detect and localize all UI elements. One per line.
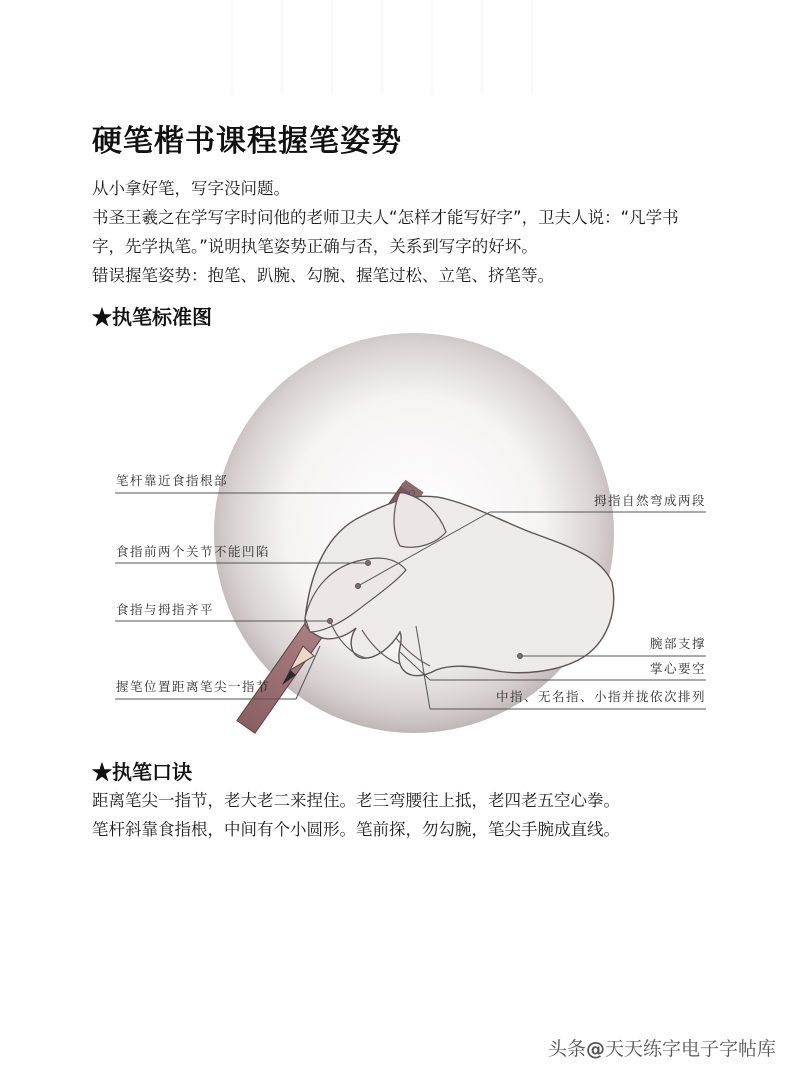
intro-text [92,174,732,290]
section-heading-standard-diagram: ★执笔标准图 [92,305,212,329]
callout-index-level-with-thumb: 食指与拇指齐平 [116,602,215,617]
intro-line-1: 从小拿好笔，写字没问题。 [92,179,290,198]
section-heading-grip-mnemonic: ★执笔口诀 [92,760,192,784]
intro-line-3: 字，先学执笔。”说明执笔姿势正确与否，关系到写字的好坏。 [92,237,538,256]
mnemonic-text [92,786,732,844]
watermark-at: @ [585,1038,605,1060]
callout-pencil-near-index-root: 笔杆靠近食指根部 [116,473,229,488]
intro-line-2: 书圣王羲之在学写字时问他的老师卫夫人“怎样才能写好字”，卫夫人说：“凡学书 [92,208,679,227]
page-title: 硬笔楷书课程握笔姿势 [92,124,402,159]
watermark [548,1034,776,1061]
pen-grip-diagram [100,320,720,740]
intro-line-4: 错误握笔姿势：抱笔、趴腕、勾腕、握笔过松、立笔、挤笔等。 [92,266,554,285]
callout-wrist-support: 腕部支撑 [649,636,706,651]
callout-fingers-aligned: 中指、无名指、小指并拢依次排列 [495,689,706,704]
callout-index-joints-not-sunken: 食指前两个关节不能凹陷 [116,544,271,559]
watermark-account: 天天练字电子字帖库 [604,1038,776,1060]
callout-thumb-bends-two-sections: 拇指自然弯成两段 [593,493,706,508]
background-grid-lines [0,0,794,110]
mnemonic-line-2: 笔杆斜靠食指根，中间有个小圆形。笔前探，勿勾腕，笔尖手腕成直线。 [92,820,620,839]
watermark-platform: 头条 [547,1038,586,1060]
mnemonic-line-1: 距离笔尖一指节，老大老二来捏住。老三弯腰往上抵，老四老五空心拳。 [92,791,620,810]
callout-hollow-palm: 掌心要空 [649,661,706,676]
callout-grip-one-knuckle-from-tip: 握笔位置距离笔尖一指节 [116,679,271,694]
